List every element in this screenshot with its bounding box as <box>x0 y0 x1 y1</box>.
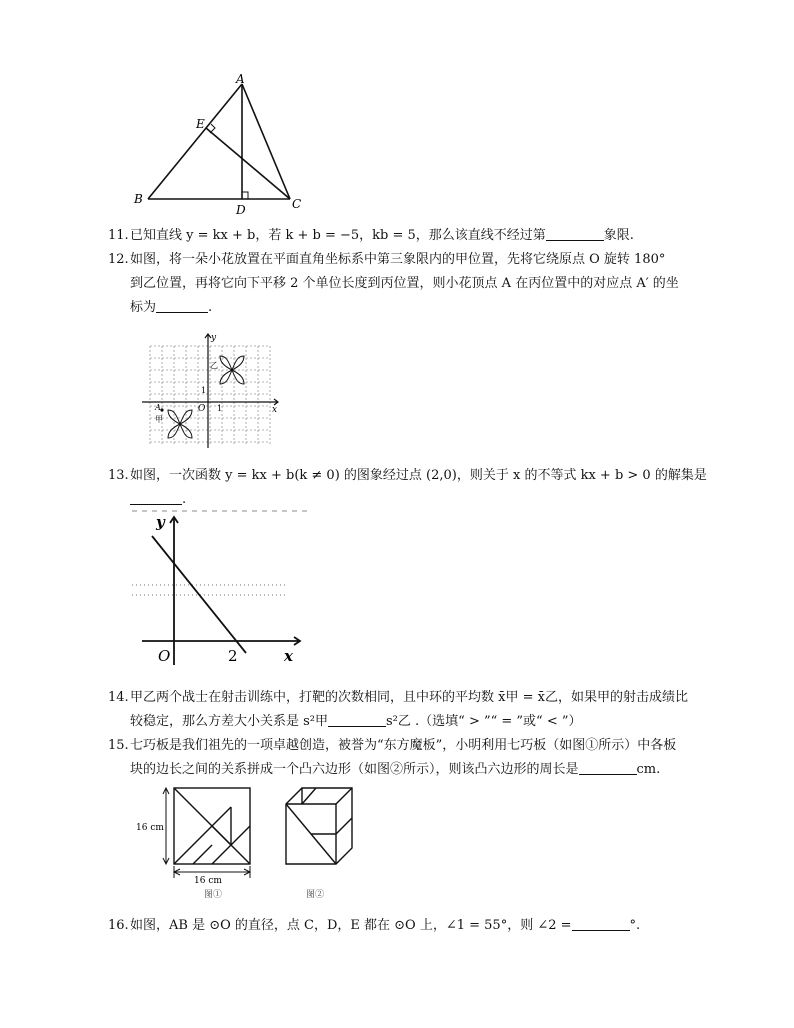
unit-x-label: 1 <box>217 404 223 413</box>
question-line-3: 标为 <box>130 300 157 315</box>
position-jia-label: 甲 <box>155 415 163 424</box>
axis-x-label: x <box>272 405 278 415</box>
question-line-2b: s²乙 .（选填“ > ”“ = ”或“ < ”） <box>386 714 582 729</box>
axis-y-label: y <box>211 333 217 343</box>
label-B: B <box>134 192 143 206</box>
answer-blank[interactable] <box>546 226 604 241</box>
question-tail: cm. <box>636 762 661 777</box>
label-C: C <box>292 197 302 211</box>
answer-blank[interactable] <box>579 760 637 775</box>
linear-function-figure <box>128 505 313 670</box>
label-A: A <box>236 72 245 86</box>
question-number: 13. <box>108 468 129 483</box>
question-number: 14. <box>108 690 129 705</box>
unit-y-label: 1 <box>201 386 207 395</box>
side-horizontal-label: 16 cm <box>194 876 222 886</box>
answer-blank[interactable] <box>156 298 208 313</box>
label-E: E <box>196 117 205 131</box>
question-number: 16. <box>108 918 129 933</box>
question-line-1: 七巧板是我们祖先的一项卓越创造，被誉为“东方魔板”，小明利用七巧板（如图①所示）中各板 <box>130 738 677 753</box>
triangle-figure <box>130 70 310 220</box>
question-14 <box>108 686 708 734</box>
question-tail: °. <box>629 918 641 933</box>
question-line-1: 甲乙两个战士在射击训练中，打靶的次数相同，且中环的平均数 x̄甲 = x̄乙，如果甲的射击成绩比 <box>130 690 688 705</box>
question-text: 已知直线 y = kx + b，若 k + b = −5，kb = 5，那么该直线不经过第 <box>130 228 546 243</box>
side-vertical-label: 16 cm <box>136 823 164 833</box>
point-A-label: A <box>155 403 161 412</box>
question-text: 如图，AB 是 ⊙O 的直径，点 C，D，E 都在 ⊙O 上，∠1 = 55°，则 ∠2 = <box>130 918 572 933</box>
question-11 <box>108 224 708 248</box>
question-tail: . <box>182 492 187 507</box>
axis-y-label: y <box>156 513 165 531</box>
answer-blank[interactable] <box>328 712 386 727</box>
question-number: 11. <box>108 228 129 243</box>
label-D: D <box>236 203 246 217</box>
question-tail: . <box>208 300 213 315</box>
question-number: 15. <box>108 738 129 753</box>
question-line-1: 如图，一次函数 y = kx + b(k ≠ 0) 的图象经过点 (2,0)，则关于 x 的不等式 kx + b > 0 的解集是 <box>130 468 707 483</box>
question-15 <box>108 734 708 782</box>
question-line-2a: 较稳定，那么方差大小关系是 s²甲 <box>130 714 329 729</box>
answer-blank[interactable] <box>572 916 630 931</box>
question-number: 12. <box>108 252 129 267</box>
position-yi-label: 乙 <box>210 361 218 370</box>
answer-blank[interactable] <box>130 490 182 505</box>
caption-figure-2: 图② <box>306 890 325 900</box>
question-16 <box>108 914 708 938</box>
tangram-figure <box>136 782 366 900</box>
question-12 <box>108 248 708 320</box>
flower-grid-figure <box>138 330 288 452</box>
question-line-2: 到乙位置，再将它向下平移 2 个单位长度到丙位置，则小花顶点 A 在丙位置中的对应点 A′ 的坐 <box>130 276 679 291</box>
origin-label: O <box>198 404 206 414</box>
question-line-1: 如图，将一朵小花放置在平面直角坐标系中第三象限内的甲位置，先将它绕原点 O 旋转 180° <box>130 252 666 267</box>
intercept-2-label: 2 <box>228 647 238 665</box>
question-line-2: 块的边长之间的关系拼成一个凸六边形（如图②所示），则该凸六边形的周长是 <box>130 762 579 777</box>
axis-x-label: x <box>284 647 293 665</box>
question-tail: 象限. <box>603 228 634 243</box>
caption-figure-1: 图① <box>204 890 223 900</box>
origin-label: O <box>158 647 171 665</box>
